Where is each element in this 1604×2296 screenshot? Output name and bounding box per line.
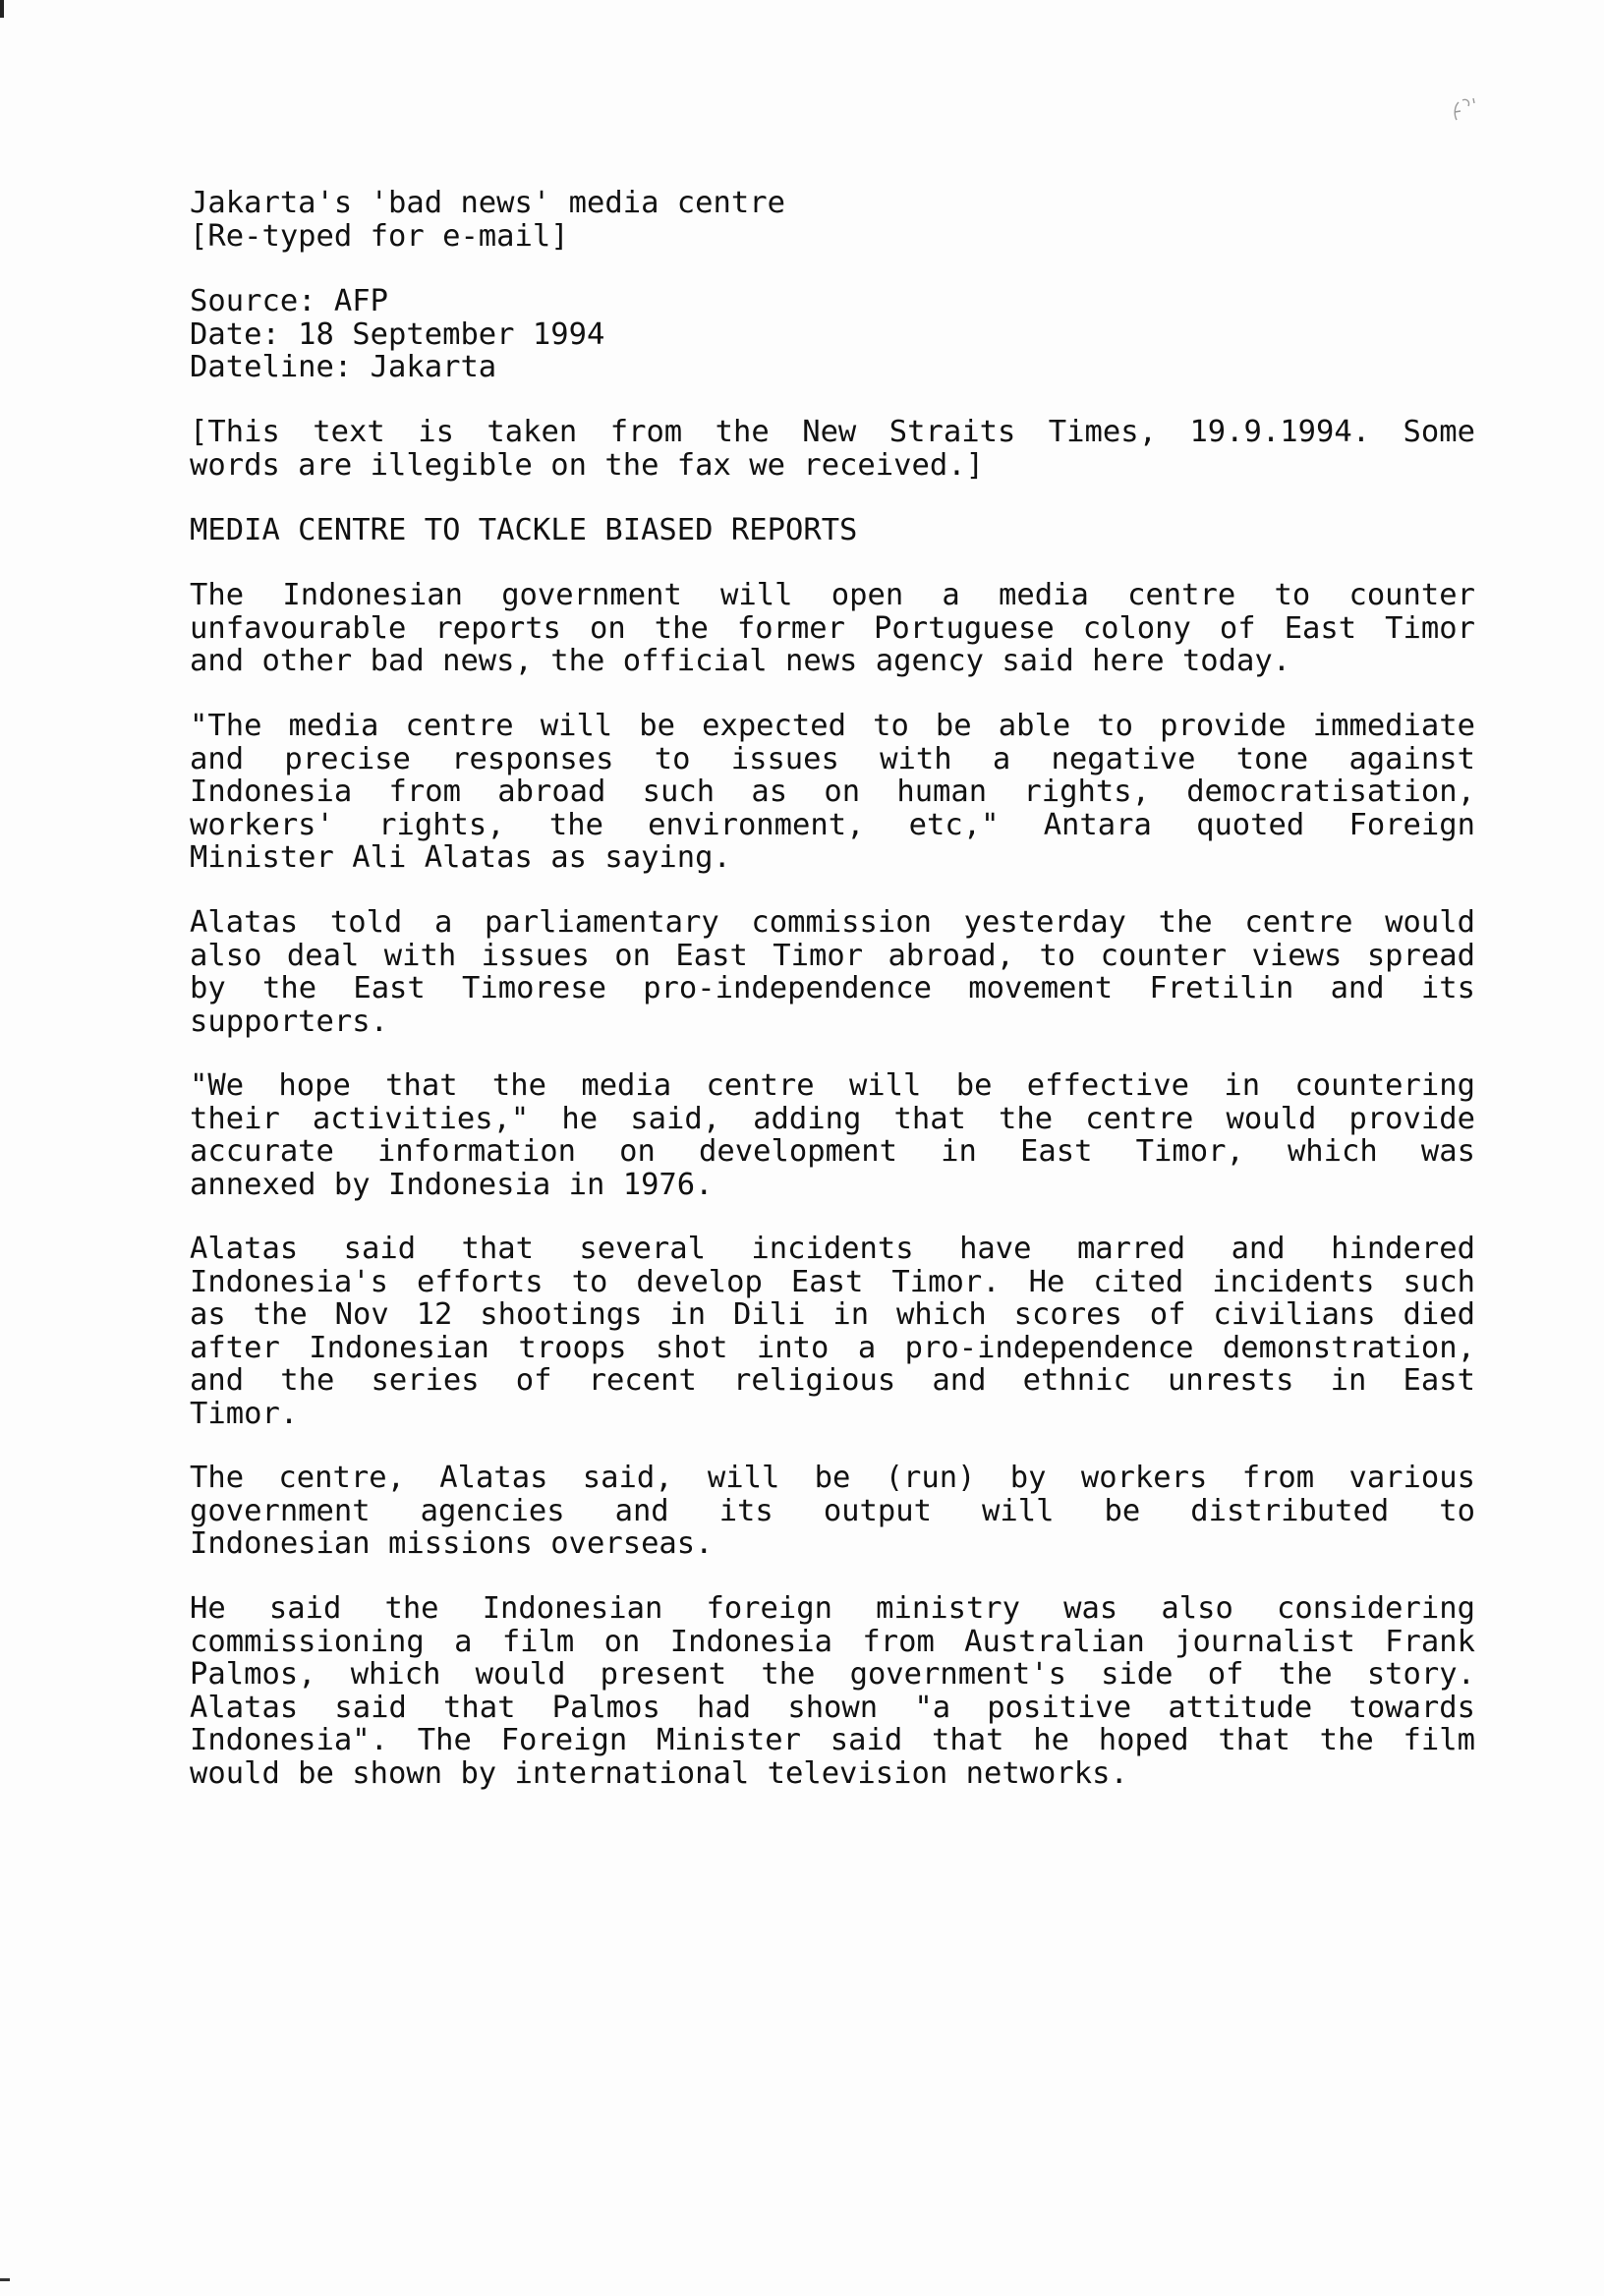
paragraph-line: The Indonesian government will open a media centre to counter bbox=[190, 578, 1475, 612]
article-paragraph bbox=[190, 906, 1475, 1038]
paragraph-line: and the series of recent religious and ethnic unrests in East bbox=[190, 1363, 1475, 1398]
paragraph-line: commissioning a film on Indonesia from Australian journalist Frank bbox=[190, 1624, 1475, 1659]
meta-source: Source: AFP bbox=[190, 284, 388, 318]
note-line: [This text is taken from the New Straits Times, 19.9.1994. Some bbox=[190, 415, 1475, 449]
paragraph-line: "We hope that the media centre will be effective in countering bbox=[190, 1068, 1475, 1103]
paragraph-line: Alatas told a parliamentary commission yesterday the centre would bbox=[190, 905, 1475, 940]
paragraph-line: The centre, Alatas said, will be (run) by workers from various bbox=[190, 1461, 1475, 1495]
document-subtitle: [Re-typed for e-mail] bbox=[190, 218, 569, 254]
article-paragraph bbox=[190, 1233, 1475, 1430]
paragraph-line: Alatas said that several incidents have marred and hindered bbox=[190, 1232, 1475, 1266]
paragraph-line: and precise responses to issues with a negative tone against bbox=[190, 741, 1475, 776]
paragraph-line: "The media centre will be expected to be able to provide immediate bbox=[190, 709, 1475, 743]
paragraph-line: annexed by Indonesia in 1976. bbox=[190, 1167, 714, 1202]
editor-note bbox=[190, 416, 1475, 482]
paragraph-line: Minister Ali Alatas as saying. bbox=[190, 840, 731, 875]
paragraph-line: Alatas said that Palmos had shown "a positive attitude towards bbox=[190, 1690, 1475, 1725]
paragraph-line: Indonesia". The Foreign Minister said that he hoped that the film bbox=[190, 1723, 1475, 1757]
scan-edge-mark bbox=[0, 0, 4, 18]
document-meta bbox=[190, 285, 1475, 384]
article-paragraph bbox=[190, 1592, 1475, 1790]
paragraph-line: Indonesia from abroad such as on human rights, democratisation, bbox=[190, 775, 1475, 809]
article-paragraph bbox=[190, 579, 1475, 678]
meta-dateline: Dateline: Jakarta bbox=[190, 350, 497, 384]
paragraph-line: supporters. bbox=[190, 1004, 388, 1039]
meta-date: Date: 18 September 1994 bbox=[190, 316, 605, 352]
paragraph-line: Indonesian missions overseas. bbox=[190, 1526, 714, 1561]
document-title: Jakarta's 'bad news' media centre bbox=[190, 186, 785, 220]
paragraph-line: unfavourable reports on the former Portuguese colony of East Timor bbox=[190, 610, 1475, 646]
paragraph-line: would be shown by international television networks. bbox=[190, 1755, 1128, 1791]
paragraph-line: Palmos, which would present the government's side of the story. bbox=[190, 1657, 1475, 1692]
article-paragraph bbox=[190, 1462, 1475, 1561]
paragraph-line: workers' rights, the environment, etc," Antara quoted Foreign bbox=[190, 807, 1475, 842]
paragraph-line: also deal with issues on East Timor abroad, to counter views spread bbox=[190, 938, 1475, 973]
paragraph-line: Timor. bbox=[190, 1396, 299, 1431]
paragraph-line: their activities," he said, adding that the centre would provide bbox=[190, 1101, 1475, 1136]
paragraph-line: after Indonesian troops shot into a pro-independence demonstration, bbox=[190, 1330, 1475, 1365]
article-headline bbox=[190, 514, 1475, 547]
paragraph-line: He said the Indonesian foreign ministry was also considering bbox=[190, 1591, 1475, 1626]
paragraph-line: government agencies and its output will be distributed to bbox=[190, 1493, 1475, 1528]
headline-text: MEDIA CENTRE TO TACKLE BIASED REPORTS bbox=[190, 513, 858, 547]
article-paragraph bbox=[190, 1069, 1475, 1201]
document-header bbox=[190, 187, 1475, 253]
handwritten-mark-icon bbox=[1449, 94, 1478, 130]
paragraph-line: as the Nov 12 shootings in Dili in which scores of civilians died bbox=[190, 1297, 1475, 1332]
paragraph-line: and other bad news, the official news agency said here today. bbox=[190, 644, 1291, 678]
article-paragraph bbox=[190, 710, 1475, 875]
paragraph-line: accurate information on development in East Timor, which was bbox=[190, 1134, 1475, 1169]
scan-edge-mark-bottom bbox=[0, 2278, 10, 2281]
note-line: words are illegible on the fax we received.] bbox=[190, 447, 984, 483]
paragraph-line: Indonesia's efforts to develop East Timor. He cited incidents such bbox=[190, 1264, 1475, 1299]
paragraph-line: by the East Timorese pro-independence movement Fretilin and its bbox=[190, 971, 1475, 1005]
